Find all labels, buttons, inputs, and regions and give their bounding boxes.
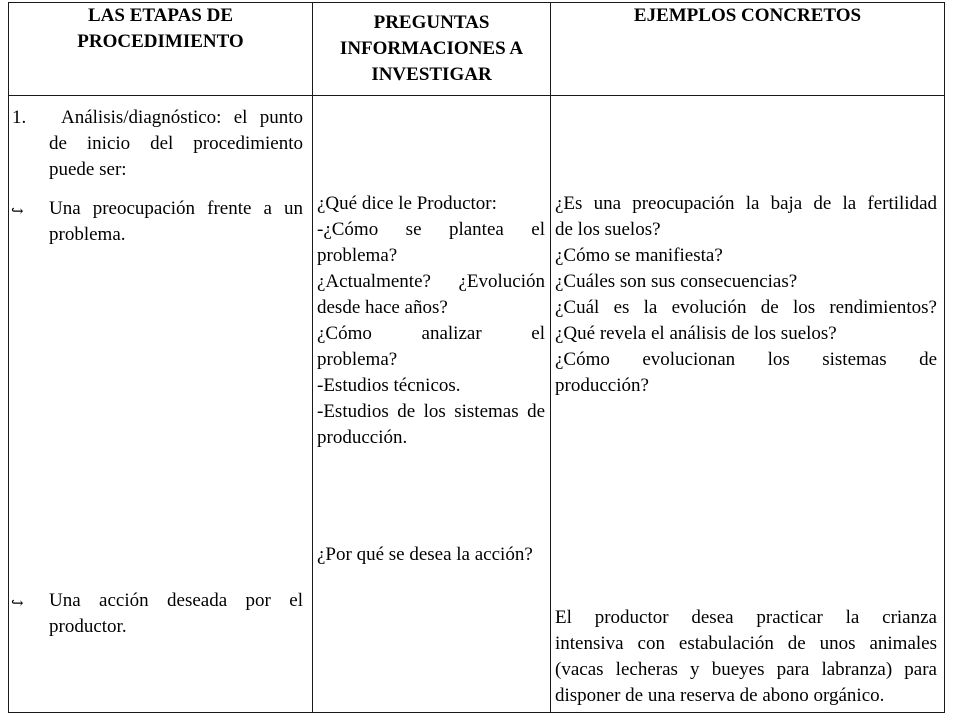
item-text-line: Una preocupación frente a un <box>49 198 303 219</box>
example-line: ¿Cuáles son sus consecuencias? <box>555 271 798 292</box>
header-stages-line: LAS ETAPAS DE <box>88 5 233 26</box>
header-questions-line: INFORMACIONES A <box>339 38 524 59</box>
item-text-line: Una acción deseada por el <box>49 590 303 611</box>
example-line: ¿Cuál es la evolución de los rendimientos? <box>555 297 937 318</box>
header-stages <box>9 3 313 96</box>
example-line: producción? <box>555 375 649 396</box>
questions-cell <box>313 96 551 713</box>
example-line: de los suelos? <box>555 219 661 240</box>
header-questions <box>313 3 551 96</box>
question-line: problema? <box>317 349 398 370</box>
question-line: -Estudios de los sistemas de <box>317 401 545 422</box>
example-line: disponer de una reserva de abono orgánico. <box>555 685 885 706</box>
stages-cell <box>9 96 313 713</box>
example-line: (vacas lecheras y bueyes para labranza) para <box>555 659 937 680</box>
step-text-line: de inicio del procedimiento <box>49 133 303 154</box>
question-line: problema? <box>317 245 398 266</box>
step-text-line: Análisis/diagnóstico: el punto <box>61 107 303 128</box>
action-question <box>317 542 545 568</box>
question-line: ¿Cómo analizar el <box>317 323 545 344</box>
question-line: producción. <box>317 427 408 448</box>
question-line: ¿Qué dice le Productor: <box>317 193 497 214</box>
question-line: ¿Por qué se desea la acción? <box>317 544 533 565</box>
step-text-line: puede ser: <box>49 159 127 180</box>
step-1 <box>9 105 309 183</box>
step-number: 1. <box>12 107 27 128</box>
hook-arrow-icon: ↪ <box>11 596 24 612</box>
example-desired-action <box>555 605 937 709</box>
examples-cell <box>551 96 945 713</box>
procedure-table <box>8 2 945 713</box>
item-text-line: problema. <box>49 224 126 245</box>
examples-block <box>555 191 937 399</box>
question-line: -¿Cómo se plantea el <box>317 219 545 240</box>
questions-block <box>317 191 545 451</box>
example-line: ¿Cómo evolucionan los sistemas de <box>555 349 937 370</box>
example-line: ¿Qué revela el análisis de los suelos? <box>555 323 837 344</box>
header-questions-line: PREGUNTAS <box>373 12 490 33</box>
header-questions-line: INVESTIGAR <box>371 64 492 85</box>
example-line: intensiva con estabulación de unos animales <box>555 633 937 654</box>
example-line: ¿Cómo se manifiesta? <box>555 245 723 266</box>
header-stages-line: PROCEDIMIENTO <box>77 31 244 52</box>
item-preoccupation <box>9 196 309 248</box>
document-sheet <box>8 2 952 715</box>
question-line: desde hace años? <box>317 297 448 318</box>
item-text-line: productor. <box>49 616 127 637</box>
hook-arrow-icon: ↪ <box>11 204 24 220</box>
header-examples <box>551 3 945 96</box>
example-line: ¿Es una preocupación la baja de la fertilidad <box>555 193 937 214</box>
header-row <box>9 3 945 96</box>
question-line: -Estudios técnicos. <box>317 375 461 396</box>
header-examples-line: EJEMPLOS CONCRETOS <box>633 5 862 26</box>
item-desired-action <box>9 588 309 640</box>
example-line: El productor desea practicar la crianza <box>555 607 937 628</box>
body-row <box>9 96 945 713</box>
question-line: ¿Actualmente? ¿Evolución <box>317 271 545 292</box>
